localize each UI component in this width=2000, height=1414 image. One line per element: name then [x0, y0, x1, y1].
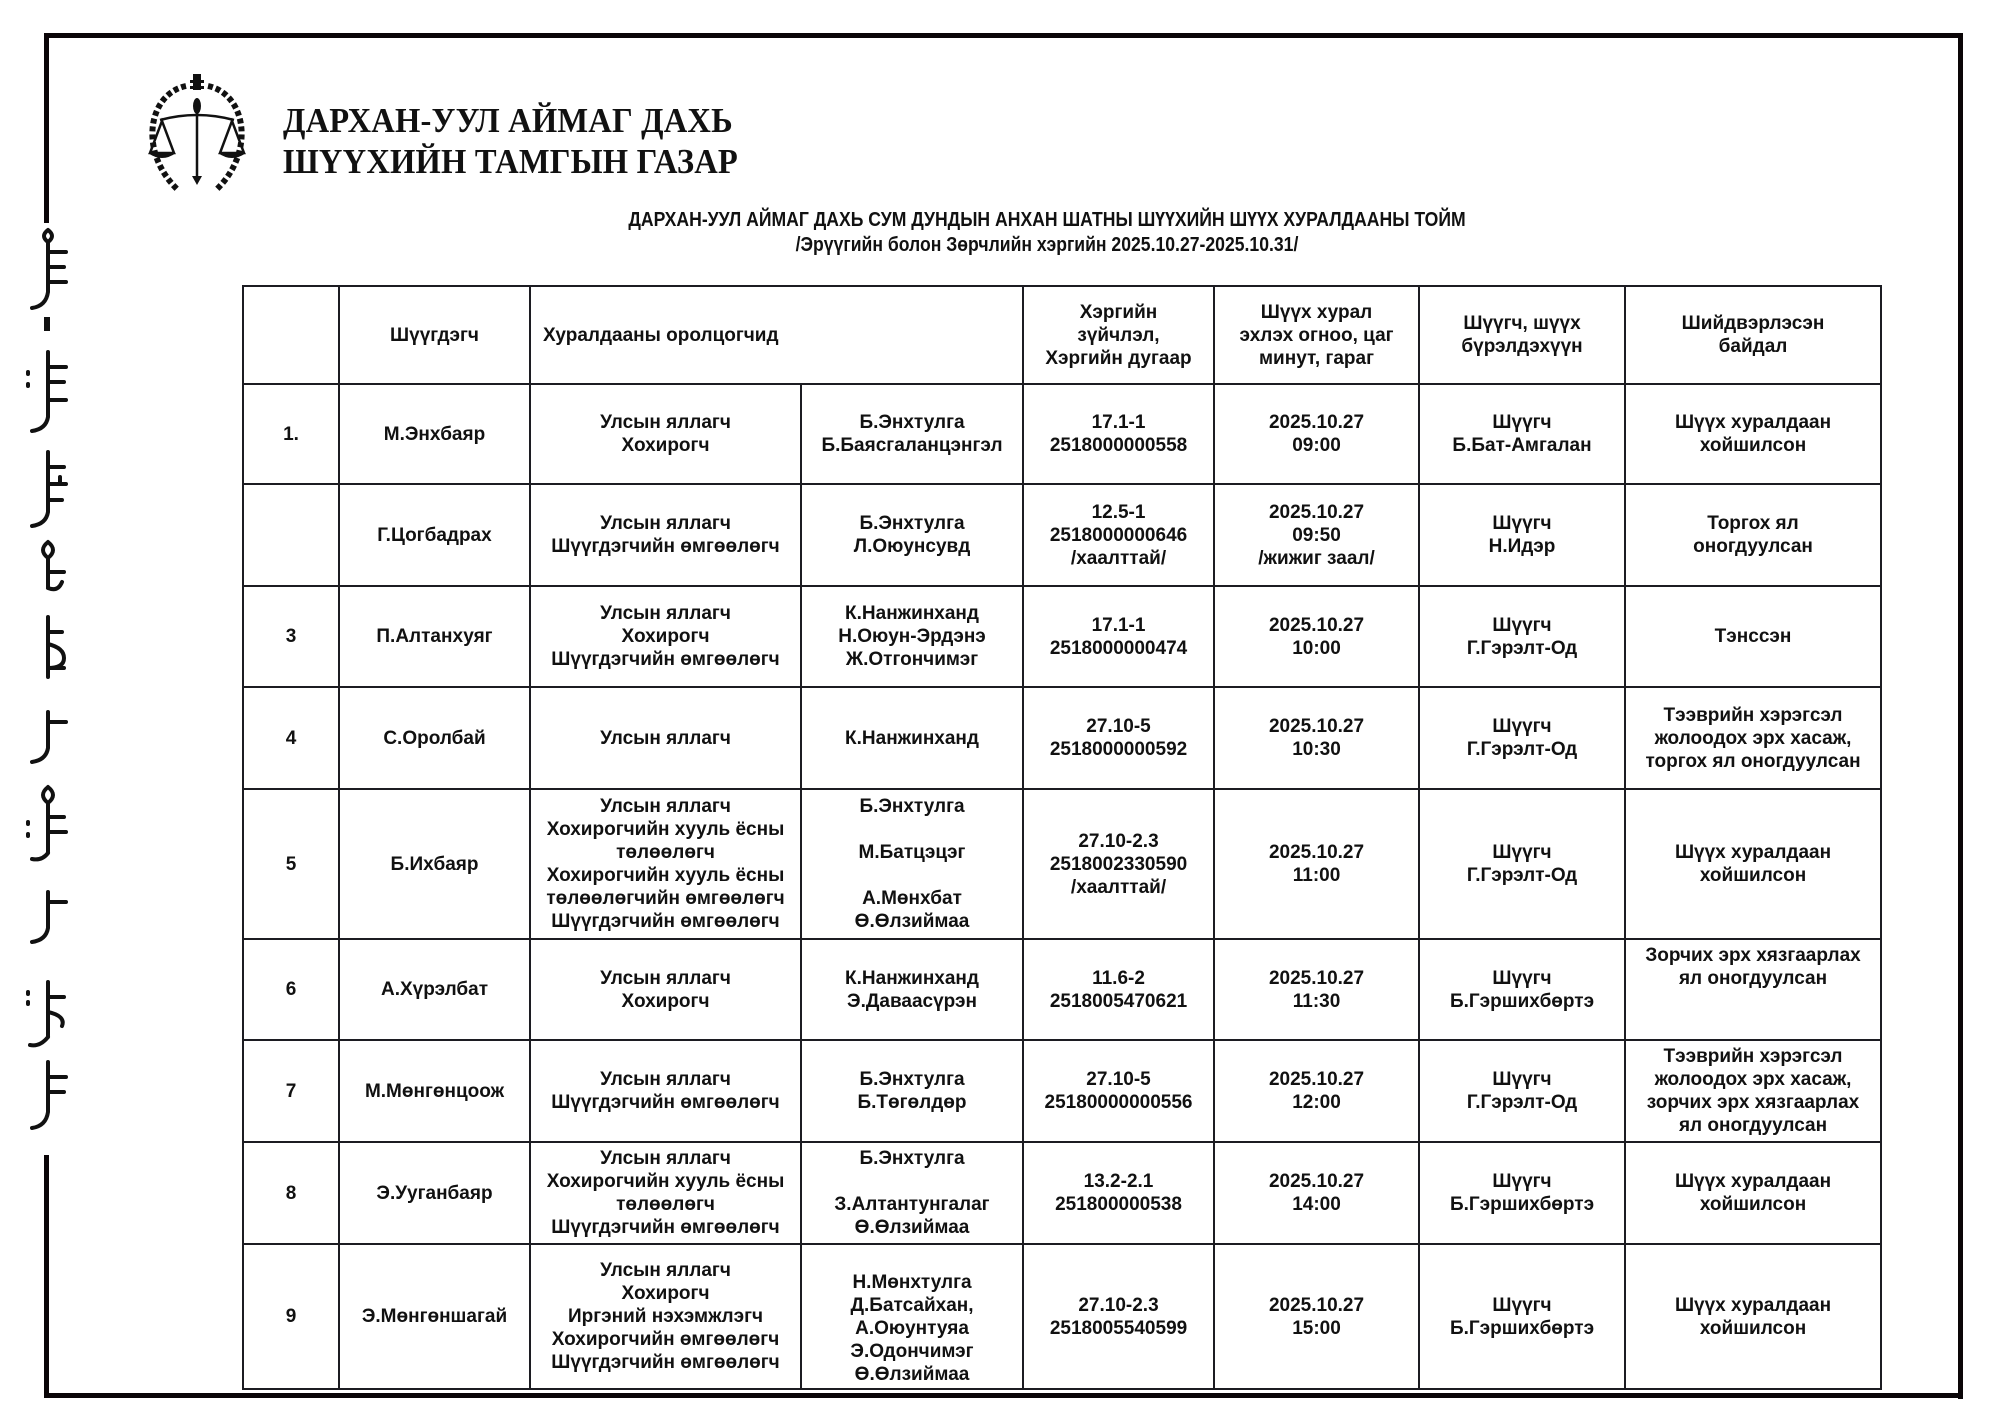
participant-role: Шүүгдэгчийн өмгөөлөгч: [551, 536, 780, 557]
case-code-line: 27.10-5: [1086, 716, 1151, 737]
defendant-name: С.Оролбай: [339, 687, 530, 789]
judge-line: Шүүгч: [1492, 1069, 1552, 1090]
blank-line: [808, 1248, 1016, 1271]
participant-roles: [530, 1244, 801, 1389]
decision-line: Тээврийн хэрэгсэл: [1663, 1046, 1843, 1067]
case-code-cell: [1023, 1244, 1214, 1389]
decision-line: Шүүх хуралдаан: [1674, 1171, 1832, 1192]
decision-line: хойшилсон: [1699, 1317, 1807, 1339]
judge-line: Шүүгч: [1492, 1294, 1552, 1316]
judge-line: Н.Идэр: [1488, 536, 1556, 557]
judge-line: Шүүгч: [1492, 716, 1552, 737]
hearing-datetime-line: 09:00: [1292, 435, 1341, 456]
hearing-datetime-line: 10:30: [1292, 739, 1341, 760]
case-code-line: 2518000000558: [1049, 435, 1188, 456]
defendant-name: Э.Ууганбаяр: [339, 1142, 530, 1244]
judge-line: Шүүгч: [1492, 967, 1552, 989]
hearing-datetime-cell: [1214, 484, 1419, 586]
decision-cell: [1625, 1142, 1881, 1244]
participant-name: Б.Төгөлдөр: [857, 1092, 967, 1113]
decision-line: Тэнссэн: [1714, 626, 1792, 647]
case-code-cell: [1023, 586, 1214, 687]
participant-role: Хохирогчийн хууль ёсны: [546, 865, 785, 886]
hearing-datetime-line: 14:00: [1292, 1194, 1341, 1215]
judge-line: Б.Гэршихбөртэ: [1449, 1194, 1595, 1215]
decision-cell: [1625, 789, 1881, 939]
hearing-datetime-line: 2025.10.27: [1268, 614, 1365, 636]
hearing-datetime-cell: [1214, 1244, 1419, 1389]
judge-line: Б.Гэршихбөртэ: [1449, 1317, 1595, 1339]
hearing-datetime-cell: [1214, 789, 1419, 939]
participant-role: Шүүгдэгчийн өмгөөлөгч: [551, 649, 780, 670]
decision-line: ял оногдуулсан: [1678, 1115, 1828, 1136]
participant-role: Улсын яллагч: [600, 1069, 731, 1090]
participant-name: Б.Энхтулга: [859, 796, 965, 817]
participant-roles: [530, 1142, 801, 1244]
header-judge-line: Шүүгч, шүүх: [1463, 313, 1581, 334]
decision-line: торгох ял оногдуулсан: [1645, 750, 1861, 772]
header-decision-line: Шийдвэрлэсэн: [1681, 313, 1825, 334]
participant-names: [801, 1040, 1023, 1142]
case-code-cell: [1023, 939, 1214, 1040]
table-row: [243, 1142, 1881, 1244]
participant-role: Шүүгдэгчийн өмгөөлөгч: [551, 1217, 780, 1238]
judge-line: Шүүгч: [1492, 412, 1552, 433]
table-row: [243, 384, 1881, 484]
case-code-cell: [1023, 1040, 1214, 1142]
page-frame-right: [1958, 33, 1963, 1399]
header-case-line: зүйчлэл,: [1077, 324, 1160, 346]
document-title-sub: /Эрүүгийн болон Зөрчлийн хэргийн 2025.10.27-2025.10.31/: [795, 234, 1299, 256]
participant-role: Улсын яллагч: [600, 1260, 731, 1281]
table-row: [243, 1244, 1881, 1389]
header-datetime: [1214, 286, 1419, 384]
judge-line: Г.Гэрэлт-Од: [1466, 865, 1578, 886]
participant-name: З.Алтантунгалаг: [834, 1194, 990, 1215]
organization-name: [283, 100, 772, 182]
judge-cell: [1419, 789, 1625, 939]
participant-role: Улсын яллагч: [600, 796, 731, 817]
participant-role: Хохирогч: [621, 435, 710, 456]
case-code-line: 12.5-1: [1091, 501, 1146, 523]
header-decision-line: байдал: [1718, 336, 1788, 357]
participant-role: Хохирогчийн хууль ёсны: [546, 1171, 785, 1192]
hearing-datetime-line: 2025.10.27: [1268, 1069, 1365, 1090]
case-code-line: 2518005540599: [1049, 1317, 1188, 1339]
participant-name: К.Нанжинханд: [845, 603, 979, 624]
defendant-name: П.Алтанхуяг: [339, 586, 530, 687]
row-number: 3: [243, 586, 339, 687]
hearing-datetime-cell: [1214, 1040, 1419, 1142]
case-code-line: 11.6-2: [1092, 967, 1145, 989]
participant-names: [801, 484, 1023, 586]
participant-name: А.Оюунтуяа: [855, 1317, 969, 1339]
judge-line: Шүүгч: [1492, 513, 1552, 534]
hearing-datetime-line: 2025.10.27: [1268, 716, 1365, 737]
participant-role: Улсын яллагч: [600, 727, 731, 749]
decision-line: зорчих эрх хязгаарлах: [1646, 1092, 1860, 1113]
hearing-datetime-line: 2025.10.27: [1268, 412, 1365, 433]
header-datetime-line: эхлэх огноо, цаг: [1239, 324, 1394, 346]
case-code-line: 251800000538: [1055, 1194, 1182, 1215]
case-code-line: 2518000000646: [1049, 524, 1188, 546]
blank-line: [808, 818, 1016, 841]
page-frame-left-upper: [44, 33, 49, 223]
case-code-line: 2518005470621: [1049, 990, 1188, 1012]
participant-role: Хохирогч: [621, 990, 710, 1012]
judge-cell: [1419, 586, 1625, 687]
decision-cell: [1625, 687, 1881, 789]
decision-line: Шүүх хуралдаан: [1674, 412, 1832, 433]
hearing-datetime-line: 2025.10.27: [1268, 1294, 1365, 1316]
participant-role: Улсын яллагч: [600, 412, 731, 433]
case-code-line: 27.10-2.3: [1078, 1294, 1159, 1316]
decision-cell: [1625, 1040, 1881, 1142]
decision-line: ял оногдуулсан: [1678, 968, 1828, 989]
judge-cell: [1419, 384, 1625, 484]
hearing-datetime-line: 09:50: [1292, 524, 1341, 546]
table-row: [243, 1040, 1881, 1142]
header-datetime-line: Шүүх хурал: [1260, 301, 1373, 323]
document-title-main: ДАРХАН-УУЛ АЙМАГ ДАХЬ СУМ ДУНДЫН АНХАН ШАТНЫ ШҮҮХИЙН ШҮҮХ ХУРАЛДААНЫ ТОЙМ: [628, 209, 1466, 231]
participant-name: Д.Батсайхан,: [850, 1294, 974, 1316]
table-row: [243, 939, 1881, 1040]
participant-roles: [530, 789, 801, 939]
hearing-datetime-line: 2025.10.27: [1268, 1171, 1365, 1192]
decision-line: Шүүх хуралдаан: [1674, 842, 1832, 863]
row-number: 1.: [243, 384, 339, 484]
decision-cell: [1625, 1244, 1881, 1389]
decision-line: жолоодох эрх хасаж,: [1654, 727, 1852, 749]
decision-cell: [1625, 384, 1881, 484]
decision-line: хойшилсон: [1699, 1194, 1807, 1215]
decision-line: Тээврийн хэрэгсэл: [1663, 704, 1843, 726]
judge-line: Г.Гэрэлт-Од: [1466, 637, 1578, 659]
judge-line: Б.Гэршихбөртэ: [1449, 990, 1595, 1012]
participant-role: Улсын яллагч: [600, 513, 731, 534]
row-number: 7: [243, 1040, 339, 1142]
judge-line: Г.Гэрэлт-Од: [1466, 1092, 1578, 1113]
participant-names: [801, 687, 1023, 789]
hearing-datetime-line: 2025.10.27: [1268, 842, 1365, 863]
participant-name: Э.Даваасүрэн: [847, 990, 977, 1012]
participant-name: Ж.Отгончимэг: [845, 649, 979, 670]
hearing-datetime-line: 10:00: [1292, 637, 1341, 659]
header-participants: Хуралдааны оролцогчид: [530, 286, 1023, 384]
participant-roles: [530, 939, 801, 1040]
header-judge: [1419, 286, 1625, 384]
table-row: [243, 484, 1881, 586]
defendant-name: Э.Мөнгөншагай: [339, 1244, 530, 1389]
hearing-datetime-line: 2025.10.27: [1268, 501, 1365, 523]
judge-line: Шүүгч: [1492, 1171, 1552, 1192]
table-header-row: [243, 286, 1881, 384]
participant-roles: [530, 1040, 801, 1142]
case-code-line: 2518000000474: [1049, 637, 1188, 659]
hearing-datetime-cell: [1214, 687, 1419, 789]
header-datetime-line: минут, гараг: [1259, 347, 1375, 369]
participant-role: Улсын яллагч: [600, 603, 731, 624]
participant-name: К.Нанжинханд: [845, 967, 979, 989]
participant-role: Хохирогч: [621, 626, 710, 647]
participant-name: Б.Энхтулга: [859, 1148, 965, 1169]
page-frame-left-lower: [44, 1155, 49, 1398]
blank-line: [808, 1170, 1016, 1193]
defendant-name: Б.Ихбаяр: [339, 789, 530, 939]
hearing-datetime-cell: [1214, 384, 1419, 484]
judge-cell: [1419, 1142, 1625, 1244]
case-code-cell: [1023, 789, 1214, 939]
participant-name: Н.Оюун-Эрдэнэ: [838, 626, 986, 647]
decision-cell: [1625, 586, 1881, 687]
case-code-line: 2518000000592: [1049, 739, 1188, 760]
case-code-cell: [1023, 384, 1214, 484]
case-code-line: 25180000000556: [1044, 1092, 1193, 1113]
participant-name: М.Батцэцэг: [858, 842, 966, 863]
participant-name: Ө.Өлзиймаа: [854, 911, 970, 932]
document-title: [542, 208, 1552, 258]
decision-line: Шүүх хуралдаан: [1674, 1294, 1832, 1316]
case-code-line: 2518002330590: [1049, 853, 1188, 875]
decision-line: жолоодох эрх хасаж,: [1654, 1069, 1852, 1090]
blank-line: [808, 864, 1016, 887]
row-number: [243, 484, 339, 586]
judge-cell: [1419, 939, 1625, 1040]
judge-line: Шүүгч: [1492, 842, 1552, 863]
participant-names: [801, 939, 1023, 1040]
participant-names: [801, 789, 1023, 939]
organization-name-line-1: ДАРХАН-УУЛ АЙМАГ ДАХЬ: [283, 101, 733, 140]
participant-role: Хохирогчийн өмгөөлөгч: [551, 1329, 780, 1350]
hearing-datetime-line: 11:30: [1292, 990, 1341, 1012]
participant-names: [801, 1244, 1023, 1389]
header-case: [1023, 286, 1214, 384]
participant-roles: [530, 586, 801, 687]
decision-cell: [1625, 484, 1881, 586]
row-number: 6: [243, 939, 339, 1040]
decision-line: Торгох ял: [1707, 513, 1799, 534]
judge-line: Б.Бат-Амгалан: [1452, 435, 1592, 456]
participant-role: Хохирогч: [621, 1283, 710, 1304]
case-code-line: /хаалттай/: [1070, 547, 1167, 569]
participant-name: Б.Энхтулга: [859, 412, 965, 433]
case-code-line: /хаалттай/: [1070, 876, 1167, 898]
judge-line: Шүүгч: [1492, 614, 1552, 636]
participant-names: [801, 1142, 1023, 1244]
participant-name: Б.Баясгаланцэнгэл: [821, 435, 1003, 456]
hearing-schedule-table: [242, 285, 1882, 1390]
decision-cell: [1625, 939, 1881, 1040]
participant-name: Ө.Өлзиймаа: [854, 1217, 970, 1238]
participant-role: Иргэний нэхэмжлэгч: [567, 1306, 764, 1327]
participant-name: Б.Энхтулга: [859, 513, 965, 534]
participant-name: А.Мөнхбат: [862, 888, 962, 909]
hearing-datetime-cell: [1214, 1142, 1419, 1244]
participant-role: төлөөлөгч: [616, 842, 715, 863]
case-code-line: 17.1-1: [1091, 614, 1146, 636]
header-case-line: Хэргийн: [1079, 301, 1158, 323]
decision-line: Зорчих эрх хязгаарлах: [1645, 945, 1861, 966]
hearing-datetime-line: /жижиг заал/: [1258, 547, 1375, 569]
table-row: [243, 586, 1881, 687]
decision-line: хойшилсон: [1699, 435, 1807, 456]
participant-role: Улсын яллагч: [600, 967, 731, 989]
judge-cell: [1419, 484, 1625, 586]
table-row: [243, 789, 1881, 939]
case-code-line: 17.1-1: [1091, 412, 1146, 433]
participant-names: [801, 384, 1023, 484]
row-number: 4: [243, 687, 339, 789]
header-case-line: Хэргийн дугаар: [1045, 347, 1192, 369]
participant-name: Ө.Өлзиймаа: [854, 1363, 970, 1385]
case-code-line: 27.10-5: [1086, 1069, 1151, 1090]
judge-cell: [1419, 1040, 1625, 1142]
header-number: [243, 286, 339, 384]
hearing-datetime-line: 11:00: [1292, 865, 1341, 886]
case-code-line: 27.10-2.3: [1078, 830, 1159, 852]
header-judge-line: бүрэлдэхүүн: [1461, 336, 1583, 357]
participant-roles: [530, 384, 801, 484]
header-decision: [1625, 286, 1881, 384]
page-frame-top: [44, 33, 1963, 38]
participant-role: төлөөлөгч: [616, 1194, 715, 1215]
hearing-datetime-line: 2025.10.27: [1268, 967, 1365, 989]
case-code-cell: [1023, 1142, 1214, 1244]
hearing-datetime-line: 15:00: [1292, 1317, 1341, 1339]
judge-cell: [1419, 1244, 1625, 1389]
participant-name: Н.Мөнхтулга: [852, 1271, 972, 1293]
decision-line: хойшилсон: [1699, 865, 1807, 886]
participant-names: [801, 586, 1023, 687]
defendant-name: А.Хүрэлбат: [339, 939, 530, 1040]
participant-role: Хохирогчийн хууль ёсны: [546, 819, 785, 840]
hearing-datetime-cell: [1214, 586, 1419, 687]
hearing-datetime-line: 12:00: [1292, 1092, 1341, 1113]
case-code-cell: [1023, 484, 1214, 586]
page-frame-bottom: [44, 1393, 1963, 1398]
participant-roles: [530, 687, 801, 789]
table-body: [243, 384, 1881, 1389]
participant-role: Шүүгдэгчийн өмгөөлөгч: [551, 911, 780, 932]
defendant-name: М.Энхбаяр: [339, 384, 530, 484]
court-emblem-icon: [138, 72, 256, 200]
participant-name: Б.Энхтулга: [859, 1069, 965, 1090]
participant-name: Э.Одончимэг: [850, 1340, 974, 1362]
participant-role: Шүүгдэгчийн өмгөөлөгч: [551, 1352, 780, 1373]
hearing-datetime-cell: [1214, 939, 1419, 1040]
judge-cell: [1419, 687, 1625, 789]
participant-name: Л.Оюунсувд: [853, 536, 971, 557]
defendant-name: Г.Цогбадрах: [339, 484, 530, 586]
decision-line: оногдуулсан: [1693, 536, 1813, 557]
table-row: [243, 687, 1881, 789]
row-number: 8: [243, 1142, 339, 1244]
judge-line: Г.Гэрэлт-Од: [1466, 739, 1578, 760]
row-number: 9: [243, 1244, 339, 1389]
participant-role: Улсын яллагч: [600, 1148, 731, 1169]
mongolian-script-margin-icon: [8, 222, 78, 1157]
header-defendant: Шүүгдэгч: [339, 286, 530, 384]
participant-role: Шүүгдэгчийн өмгөөлөгч: [551, 1092, 780, 1113]
case-code-line: 13.2-2.1: [1083, 1171, 1154, 1192]
organization-name-line-2: ШҮҮХИЙН ТАМГЫН ГАЗАР: [283, 142, 738, 181]
row-number: 5: [243, 789, 339, 939]
participant-name: К.Нанжинханд: [845, 727, 979, 749]
participant-role: төлөөлөгчийн өмгөөлөгч: [546, 888, 785, 909]
defendant-name: М.Мөнгөнцоож: [339, 1040, 530, 1142]
case-code-cell: [1023, 687, 1214, 789]
participant-roles: [530, 484, 801, 586]
